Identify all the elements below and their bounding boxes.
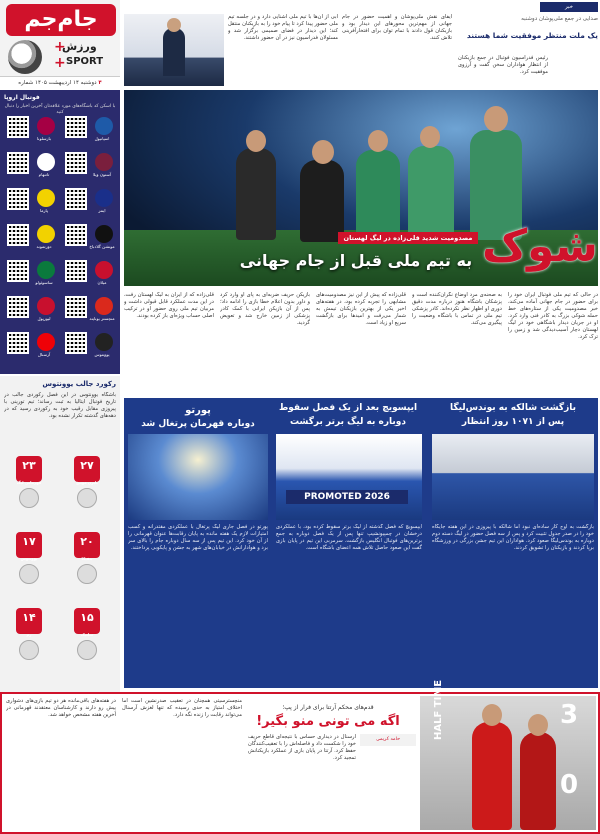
football-icon xyxy=(8,40,42,74)
record-value: ۱۷ xyxy=(22,535,36,548)
qr-code-icon[interactable] xyxy=(65,188,87,210)
qr-code-icon[interactable] xyxy=(65,296,87,318)
player-head xyxy=(246,130,266,152)
club-card[interactable] xyxy=(62,186,117,214)
club-name: یوونتوس xyxy=(94,352,110,357)
story-headline: ایپسویچ بعد از یک فصل سقوط xyxy=(278,403,418,413)
player-head xyxy=(420,126,440,148)
club-crest-icon xyxy=(77,488,97,508)
club-card[interactable] xyxy=(62,114,117,142)
club-name: لیورپول xyxy=(37,316,51,321)
schalke-photo xyxy=(432,434,594,520)
club-panel-title: فوتبال اروپا xyxy=(4,94,40,101)
club-crest-icon xyxy=(37,297,55,315)
ipswich-photo xyxy=(276,434,422,520)
record-label: قهرمانی لیگ xyxy=(16,480,42,485)
bottom-text: در هفته‌های باقی‌مانده هر دو تیم بازی‌های دشواری پیش رو دارند و کارشناسان معتقدند قهرمانی در آخرین هفته مشخص خواهد شد. xyxy=(6,698,116,718)
club-crest-icon xyxy=(95,297,113,315)
qr-code-icon[interactable] xyxy=(65,260,87,282)
hero-headline: به تیم ملی قبل از جام جهانی xyxy=(239,251,473,270)
author-name: حامد کریمی xyxy=(360,734,416,746)
record-label: یوونتوس xyxy=(20,556,38,561)
record-value: ۱۵ xyxy=(80,611,94,624)
records-text: باشگاه یوونتوس در این فصل ركوردی جالب در تاریخ فوتبال ایتالیا به ثبت رساند؛ تیم تورینی با پیروزی مقابل رقیب خود به رکوردی رسید که در دهه‌های گذشته تکرار نشده بود. xyxy=(4,392,116,419)
story-subheadline: دوباره قهرمان پرتغال شد xyxy=(141,419,255,429)
club-crest-icon xyxy=(95,189,113,207)
bottom-kicker: قدم‌های محکم آرتتا برای فرار از پپ؛ xyxy=(282,704,374,711)
club-crest-icon xyxy=(37,117,55,135)
article-column: به صحنه‌ی مرد اوضاع نگران‌کننده است و پزشکان باشگاه هنوز درباره مدت دقیق دوری او اظهار نظر نکرده‌اند. کادر پزشکی تیم ملی در تماس با باشگاه وضعیت را پیگیری می‌کند. xyxy=(412,292,502,326)
club-card[interactable] xyxy=(62,258,117,286)
page-number: ۴ xyxy=(98,80,102,86)
club-crest-icon xyxy=(19,488,39,508)
club-card[interactable] xyxy=(4,294,59,322)
record-value: ۲۷ xyxy=(80,459,94,472)
record-label: بایرن مونیخ xyxy=(76,480,98,485)
story-text: بازگشت به اوج کار ساده‌ای نبود اما شالکه با پیروزی در این هفته جایگاه خود را در صدر جدول تثبیت کرد و پس از سه فصل حضور در لیگ دسته دوم دوباره به بوندس‌لیگا صعود کرد. هواداران این تیم جشن بزرگی در ورزشگاه برپا کردند و بازیکنان را تشویق کردند. xyxy=(432,524,594,551)
article-column: قلی‌زاده که پیش از این نیز مصدومیت‌های مشابهی را تجربه کرده بود، در هفته‌های اخیر یکی از بهترین بازیکنان تیمش به شمار می‌رفت و امیدها برای بازگشت سریع او زیاد است. xyxy=(316,292,406,326)
record-label: سلتیک xyxy=(80,632,94,637)
story-headline: بازگشت شالکه به بوندس‌لیگا xyxy=(449,403,577,413)
player-figure xyxy=(236,148,276,240)
bottom-text: منچسترسیتی همچنان در تعقیب صدرنشین است اما اختلاف امتیاز به حدی رسیده که تنها لغزش آرسنال می‌تواند رقابت را زنده نگه دارد. xyxy=(122,698,242,718)
club-name: پارما xyxy=(40,208,48,213)
player-figure xyxy=(356,150,400,240)
record-number xyxy=(74,532,100,561)
story-subheadline: پس از ۱۰۷۱ روز انتظار xyxy=(461,417,565,427)
hero-headline-word: شوک xyxy=(482,221,598,272)
player-head xyxy=(528,714,548,736)
qr-code-icon[interactable] xyxy=(7,188,29,210)
club-crest-icon xyxy=(95,261,113,279)
club-card[interactable] xyxy=(4,114,59,142)
club-card[interactable] xyxy=(4,330,59,358)
player-head xyxy=(368,130,388,152)
top-story-text: ابی از آن‌ها با تیم ملی آشنایی دارد و در جلسه تیم ملی حضور پیدا کرد تا پیام خود را به بازیکنان منتقل کند؛ این دیدار در فضای صمیمی برگزار شد و مسئولان فدراسیون نیز در آن حضور داشتند. xyxy=(228,14,338,41)
story-text: پورتو در فصل جاری لیگ پرتغال با عملکردی مقتدرانه و کسب امتیازات لازم یک هفته مانده به پایان رقابت‌ها عنوان قهرمانی را از آن خود کرد. این تیم پس از سه سال دوباره جام را بالای سر برد و هوادارانش در خیابان‌های شهر به جشن و پایکوبی پرداختند. xyxy=(128,524,268,551)
club-crest-icon xyxy=(19,564,39,584)
player-head xyxy=(312,140,334,164)
club-card[interactable] xyxy=(4,258,59,286)
club-crest-icon xyxy=(95,117,113,135)
club-name: تاتنهام xyxy=(38,172,50,177)
club-panel-note: با اسکن کد باشگاه‌های مورد علاقه‌تان آخرین اخبار را دنبال کنید xyxy=(4,104,116,115)
section-title-fa: ورزش xyxy=(62,40,97,53)
club-name: بارسلونا xyxy=(37,136,51,141)
club-name: اسپانیول xyxy=(94,136,110,141)
club-card[interactable] xyxy=(4,222,59,250)
qr-code-icon[interactable] xyxy=(7,152,29,174)
story-text: ایپسویچ که فصل گذشته از لیگ برتر سقوط کرده بود، با عملکردی درخشان در چمپیونشیپ تنها پس از یک فصل دوباره به جمع برترین‌های فوتبال انگلیس بازگشت. سرمربی این تیم در پایان بازی گفت این صعود حاصل تلاش همه اعضای باشگاه است. xyxy=(276,524,422,551)
qr-code-icon[interactable] xyxy=(65,332,87,354)
record-label: رم xyxy=(26,632,32,637)
club-card[interactable] xyxy=(62,150,117,178)
player-head xyxy=(484,106,508,132)
qr-code-icon[interactable] xyxy=(7,224,29,246)
qr-code-icon[interactable] xyxy=(7,296,29,318)
records-title: رکورد جالب یوونتوس xyxy=(42,380,116,388)
section-title-en: SPORT xyxy=(66,56,104,67)
score-away: 0 xyxy=(560,770,579,800)
article-column: قلی‌زاده که از ایران به لیگ لهستان رفت، در این مدت عملکرد قابل قبولی داشت و مربیان تیم ملی روی حضور او در ترکیب اصلی حساب ویژه‌ای باز کرده بودند. xyxy=(124,292,214,319)
club-crest-icon xyxy=(37,261,55,279)
club-card[interactable] xyxy=(4,150,59,178)
record-number xyxy=(16,608,42,637)
hero-kicker: مصدومیت شدید قلی‌زاده در لیگ لهستان xyxy=(338,232,478,244)
club-crest-icon xyxy=(37,189,55,207)
club-crest-icon xyxy=(37,153,55,171)
club-card[interactable] xyxy=(62,330,117,358)
news-tag: خبر xyxy=(540,2,598,12)
club-name: مونشن گلادباخ xyxy=(89,244,115,249)
side-kicker: صدایی در جمع ملی‌پوشان دوشنبه xyxy=(521,16,598,22)
side-story-text: رئیس فدراسیون فوتبال در جمع بازیکنان از انتظار هواداران سخن گفت و آرزوی موفقیت کرد. xyxy=(458,55,548,75)
club-name: آستون ویلا xyxy=(92,172,112,177)
qr-code-icon[interactable] xyxy=(7,116,29,138)
qr-code-icon[interactable] xyxy=(7,260,29,282)
club-crest-icon xyxy=(37,225,55,243)
story-subheadline: دوباره به لیگ برتر برگشت xyxy=(290,417,406,427)
speaker-head xyxy=(167,18,181,32)
record-label: بنفیکا xyxy=(81,556,93,561)
club-card[interactable] xyxy=(62,294,117,322)
club-name: اینتر xyxy=(98,208,106,213)
club-crest-icon xyxy=(95,225,113,243)
qr-code-icon[interactable] xyxy=(65,116,87,138)
club-name: دورتموند xyxy=(36,244,52,249)
article-column: در حالی که تیم ملی فوتبال ایران خود را برای حضور در جام جهانی آماده می‌کند، خبر مصدومیت یکی از ستاره‌های خط حمله شوکی بزرگ به کادر فنی وارد کرد. او در جریان دیدار باشگاهی خود در لیگ لهستان دچار آسیب‌دیدگی شد و زمین را ترک کرد. xyxy=(508,292,598,340)
club-name: آرسنال xyxy=(37,352,51,357)
qr-code-icon[interactable] xyxy=(7,332,29,354)
club-card[interactable] xyxy=(62,222,117,250)
player-figure xyxy=(520,732,556,830)
player-figure xyxy=(408,146,454,240)
record-number xyxy=(16,456,42,485)
plus-icon: + xyxy=(54,39,66,55)
club-name: میلان xyxy=(97,280,107,285)
side-headline: یک ملت منتظر موفقیت شما هستند xyxy=(466,31,598,40)
promoted-banner: PROMOTED 2026 xyxy=(286,490,408,504)
bottom-text: آرسنال در دیداری حساس با نتیجه‌ای قاطع حریف خود را شکست داد و فاصله‌اش را با تعقیب‌کنندگان حفظ کرد. آرتتا در پایان بازی از عملکرد بازیکنانش تمجید کرد. xyxy=(248,734,356,761)
club-crest-icon xyxy=(95,333,113,351)
record-value: ۲۳ xyxy=(22,459,36,472)
club-crest-icon xyxy=(77,640,97,660)
player-figure xyxy=(300,160,344,242)
record-value: ۲۰ xyxy=(80,535,94,548)
club-crest-icon xyxy=(19,640,39,660)
qr-code-icon[interactable] xyxy=(65,152,87,174)
speaker-figure xyxy=(163,28,185,76)
record-number xyxy=(16,532,42,561)
newspaper-logo: جام‌جم xyxy=(6,4,116,36)
story-headline: پورتو xyxy=(185,405,211,416)
half-time-label: HALF TIME xyxy=(433,679,444,740)
club-name: ساسوئولو xyxy=(35,280,53,285)
article-column: بازیکن حریف ضربه‌ای به پای او وارد کرد و داور بدون اعلام خطا بازی را ادامه داد؛ پس از آن بازیکن ایرانی با کمک کادر پزشکی از زمین خارج شد و تعویض گردید. xyxy=(220,292,310,326)
qr-code-icon[interactable] xyxy=(65,224,87,246)
plus-icon: + xyxy=(54,55,66,71)
record-value: ۱۴ xyxy=(22,611,36,624)
porto-photo xyxy=(128,434,268,520)
issue-date: دوشنبه ۱۴ اردیبهشت ۱۴۰۵ شماره xyxy=(18,80,97,86)
club-crest-icon xyxy=(37,333,55,351)
record-number xyxy=(74,456,100,485)
player-head xyxy=(482,704,502,726)
club-crest-icon xyxy=(77,564,97,584)
top-story-text: ایفای نقش ملی‌پوشان و اهمیت حضور در جام جهانی از مهم‌ترین محورهای این دیدار بود و بازیکنان قول دادند با تمام توان برای افتخارآفرینی تلاش کنند. xyxy=(342,14,452,41)
date-bar xyxy=(0,76,120,88)
club-name: منچستر یونایتد xyxy=(89,316,115,321)
club-card[interactable] xyxy=(4,186,59,214)
record-number xyxy=(74,608,100,637)
player-figure xyxy=(472,722,512,830)
bottom-headline: اگه می تونی منو بگیر! xyxy=(256,714,400,729)
score-home: 3 xyxy=(560,700,579,730)
club-crest-icon xyxy=(95,153,113,171)
